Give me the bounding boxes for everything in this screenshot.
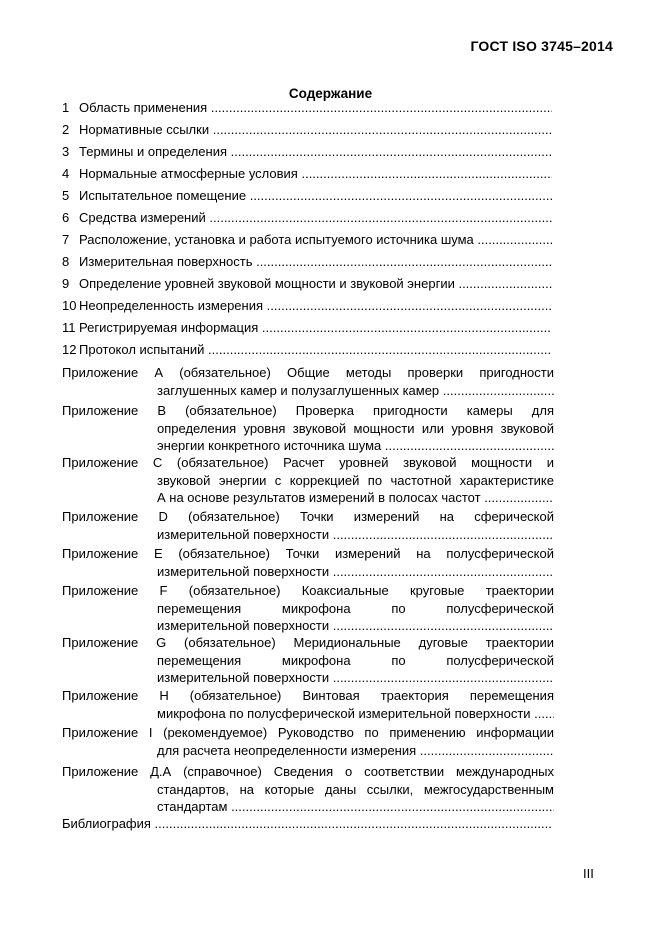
appendix-title-line: Приложение А (обязательное) Общие методы проверки пригодности: [62, 365, 554, 380]
toc-item-label: Испытательное помещение .....: [79, 188, 552, 204]
appendix-title-line: энергии конкретного источника шума .....: [62, 437, 554, 455]
appendix-title-line: определения уровня звуковой мощности или уровня звуковой: [157, 420, 554, 436]
toc-item-number: 5: [62, 188, 70, 203]
appendix-title-line: А на основе результатов измерений в полосах частот .....: [62, 489, 554, 507]
toc-item-label: Средства измерений .....: [79, 210, 552, 226]
appendix-title-line: Приложение Е (обязательное) Точки измерений на полусферической: [62, 546, 554, 561]
toc-item-number: 1: [62, 100, 70, 115]
toc-item[interactable]: [62, 320, 552, 336]
toc-item-label: Термины и определения .....: [79, 144, 552, 160]
toc-item-label: Измерительная поверхность .....: [79, 254, 552, 270]
toc-appendix-e[interactable]: [62, 545, 554, 580]
toc-item-number: 3: [62, 144, 70, 159]
toc-appendix-a[interactable]: [62, 364, 554, 399]
appendix-title-line: измерительной поверхности .....: [62, 617, 554, 635]
toc-item[interactable]: [62, 144, 552, 160]
appendix-title-line: перемещения микрофона по полусферической: [157, 652, 554, 668]
appendix-title-line: Приложение Н (обязательное) Винтовая траектория перемещения: [62, 688, 554, 703]
toc-item-label: Расположение, установка и работа испытуемого источника шума .....: [79, 232, 552, 248]
toc-item-number: 4: [62, 166, 70, 181]
toc-title: Содержание: [288, 86, 373, 101]
page-number: III: [583, 866, 594, 881]
toc-appendix-h[interactable]: [62, 687, 554, 722]
appendix-title-line: Приложение I (рекомендуемое) Руководство по применению информации: [62, 725, 554, 740]
toc-item[interactable]: [62, 276, 552, 292]
appendix-title-line: звуковой энергии с коррекцией по частотной характеристике: [157, 472, 554, 488]
toc-item[interactable]: [62, 232, 552, 248]
toc-item[interactable]: [62, 100, 552, 116]
appendix-title-line: Приложение D (обязательное) Точки измерений на сферической: [62, 509, 554, 524]
toc-item[interactable]: [62, 210, 552, 226]
toc-item-number: 6: [62, 210, 70, 225]
toc-item[interactable]: [62, 254, 552, 270]
toc-item-number: 2: [62, 122, 70, 137]
appendix-title-line: стандартов, на которые даны ссылки, межгосударственным: [157, 781, 554, 797]
appendix-title-line: перемещения микрофона по полусферической: [157, 600, 554, 616]
toc-item-label: Регистрируемая информация .....: [79, 320, 552, 336]
toc-item[interactable]: [62, 166, 552, 182]
toc-bibliography[interactable]: [62, 816, 553, 832]
toc-appendix-d[interactable]: [62, 508, 554, 543]
toc-item-number: 11: [62, 320, 76, 335]
toc-item-number: 8: [62, 254, 70, 269]
appendix-title-line: стандартам .....: [62, 798, 554, 816]
appendix-title-line: заглушенных камер и полузаглушенных камер .....: [62, 382, 554, 400]
appendix-title-line: Приложение G (обязательное) Меридиональные дуговые траектории: [62, 635, 554, 650]
bibliography-label: Библиография .....: [62, 816, 553, 832]
toc-appendix-f[interactable]: [62, 582, 554, 635]
toc-item-number: 7: [62, 232, 70, 247]
appendix-title-line: измерительной поверхности .....: [62, 669, 554, 687]
toc-appendix-i[interactable]: [62, 724, 554, 759]
appendix-title-line: микрофона по полусферической измерительной поверхности .....: [62, 705, 554, 723]
toc-item-number: 9: [62, 276, 70, 291]
appendix-title-line: измерительной поверхности .....: [62, 526, 554, 544]
toc-item-label: Нормативные ссылки .....: [79, 122, 552, 138]
toc-item[interactable]: [62, 122, 552, 138]
appendix-title-line: для расчета неопределенности измерения .....: [62, 742, 554, 760]
toc-item-number: 10: [62, 298, 77, 313]
appendix-title-line: Приложение В (обязательное) Проверка пригодности камеры для: [62, 403, 554, 418]
toc-item[interactable]: [62, 298, 552, 314]
toc-item-label: Протокол испытаний .....: [79, 342, 552, 358]
toc-item-label: Неопределенность измерения .....: [79, 298, 552, 314]
toc-item[interactable]: [62, 342, 552, 358]
toc-item-label: Определение уровней звуковой мощности и звуковой энергии .....: [79, 276, 552, 292]
appendix-title-line: Приложение F (обязательное) Коаксиальные круговые траектории: [62, 583, 554, 598]
appendix-title-line: измерительной поверхности .....: [62, 563, 554, 581]
appendix-title-line: Приложение С (обязательное) Расчет уровней звуковой мощности и: [62, 455, 554, 470]
toc-appendix-b[interactable]: [62, 402, 554, 455]
toc-appendix-da[interactable]: [62, 763, 554, 816]
toc-item[interactable]: [62, 188, 552, 204]
toc-appendix-g[interactable]: [62, 634, 554, 687]
toc-item-number: 12: [62, 342, 77, 357]
appendix-title-line: Приложение Д.А (справочное) Сведения о соответствии международных: [62, 764, 554, 779]
toc-item-label: Область применения .....: [79, 100, 552, 116]
toc-appendix-c[interactable]: [62, 454, 554, 507]
toc-item-label: Нормальные атмосферные условия .....: [79, 166, 552, 182]
document-header: ГОСТ ISO 3745–2014: [470, 38, 613, 54]
